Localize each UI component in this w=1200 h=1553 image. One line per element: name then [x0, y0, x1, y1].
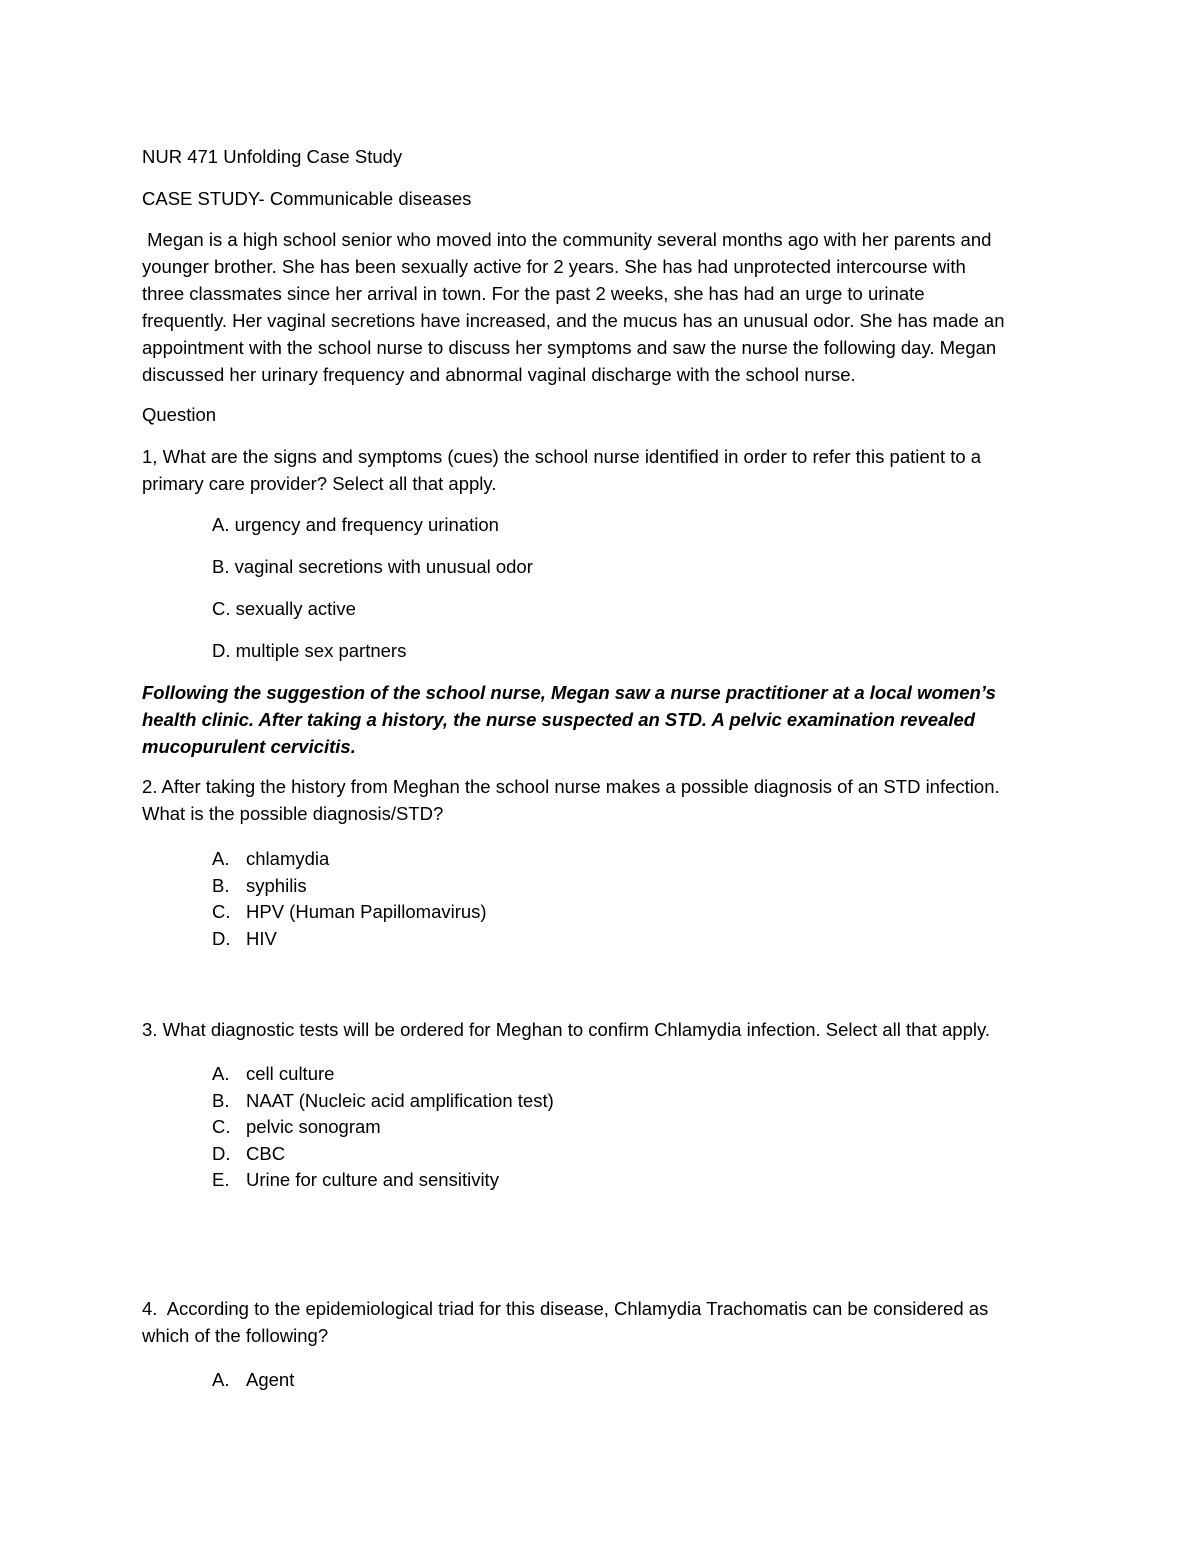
option-text: HIV [246, 927, 277, 949]
question-1-text [142, 443, 1072, 497]
option-marker: A. [212, 1369, 230, 1390]
question-line: What is the possible diagnosis/STD? [142, 803, 444, 824]
list-item [212, 1167, 554, 1194]
list-item [212, 1114, 554, 1141]
intro-line: Megan is a high school senior who moved into the community several months ago with her parents and [142, 229, 992, 250]
option-text: chlamydia [246, 848, 330, 869]
option-marker: C. [212, 1116, 231, 1137]
followup-scenario-paragraph [142, 679, 1072, 760]
question-line: 3. What diagnostic tests will be ordered for Meghan to confirm Chlamydia infection. Select all that apply. [142, 1019, 990, 1040]
option-text: HPV (Human Papillomavirus) [246, 901, 487, 922]
q1-option-d: D. multiple sex partners [212, 640, 407, 661]
question-line: 1, What are the signs and symptoms (cues) the school nurse identified in order to refer this patient to a [142, 446, 982, 467]
intro-line: three classmates since her arrival in town. For the past 2 weeks, she has had an urge to urinate [142, 283, 925, 304]
q1-option-c: C. sexually active [212, 598, 356, 619]
option-text: NAAT (Nucleic acid amplification test) [246, 1089, 554, 1111]
list-item [212, 926, 487, 953]
list-item [212, 1088, 554, 1115]
option-marker: B. [212, 874, 230, 896]
option-text: Agent [246, 1369, 295, 1390]
list-item [212, 873, 487, 900]
option-text: Urine for culture and sensitivity [246, 1169, 499, 1190]
document-title: NUR 471 Unfolding Case Study [142, 146, 403, 167]
q1-option-b: B. vaginal secretions with unusual odor [212, 556, 533, 577]
intro-line: discussed her urinary frequency and abnormal vaginal discharge with the school nurse. [142, 364, 856, 385]
question-line: 2. After taking the history from Meghan the school nurse makes a possible diagnosis of an STD infection. [142, 776, 1000, 797]
question-line: 4. According to the epidemiological triad for this disease, Chlamydia Trachomatis can be considered as [142, 1298, 989, 1319]
option-text: syphilis [246, 874, 307, 896]
option-marker: C. [212, 901, 231, 922]
followup-line: mucopurulent cervicitis. [142, 736, 356, 757]
intro-line: appointment with the school nurse to discuss her symptoms and saw the nurse the following day. Megan [142, 337, 997, 358]
list-item [212, 1367, 294, 1394]
option-marker: D. [212, 1142, 231, 1164]
followup-line: Following the suggestion of the school nurse, Megan saw a nurse practitioner at a local women’s [142, 682, 996, 703]
document-subtitle: CASE STUDY- Communicable diseases [142, 188, 472, 209]
option-marker: D. [212, 927, 231, 949]
option-marker: E. [212, 1169, 230, 1190]
option-marker: A. [212, 848, 230, 869]
followup-line: health clinic. After taking a history, the nurse suspected an STD. A pelvic examination revealed [142, 709, 976, 730]
question-2-text [142, 773, 1072, 827]
intro-line: frequently. Her vaginal secretions have increased, and the mucus has an unusual odor. She has made an [142, 310, 1005, 331]
question-4-text [142, 1295, 1072, 1349]
option-text: pelvic sonogram [246, 1116, 381, 1137]
question-3-text [142, 1016, 1072, 1043]
list-item [212, 899, 487, 926]
case-intro-paragraph [142, 226, 1072, 388]
q1-option-a: A. urgency and frequency urination [212, 514, 499, 535]
question-line: primary care provider? Select all that apply. [142, 473, 497, 494]
intro-line: younger brother. She has been sexually active for 2 years. She has had unprotected intercourse with [142, 256, 966, 277]
option-text: CBC [246, 1142, 286, 1164]
list-item [212, 1061, 554, 1088]
q3-option-list [212, 1061, 554, 1194]
option-marker: A. [212, 1063, 230, 1084]
question-line: which of the following? [142, 1325, 329, 1346]
option-text: cell culture [246, 1063, 335, 1084]
q2-option-list [212, 846, 487, 952]
option-marker: B. [212, 1089, 230, 1111]
list-item [212, 1141, 554, 1168]
list-item [212, 846, 487, 873]
question-heading: Question [142, 404, 217, 425]
q4-option-list [212, 1367, 294, 1394]
